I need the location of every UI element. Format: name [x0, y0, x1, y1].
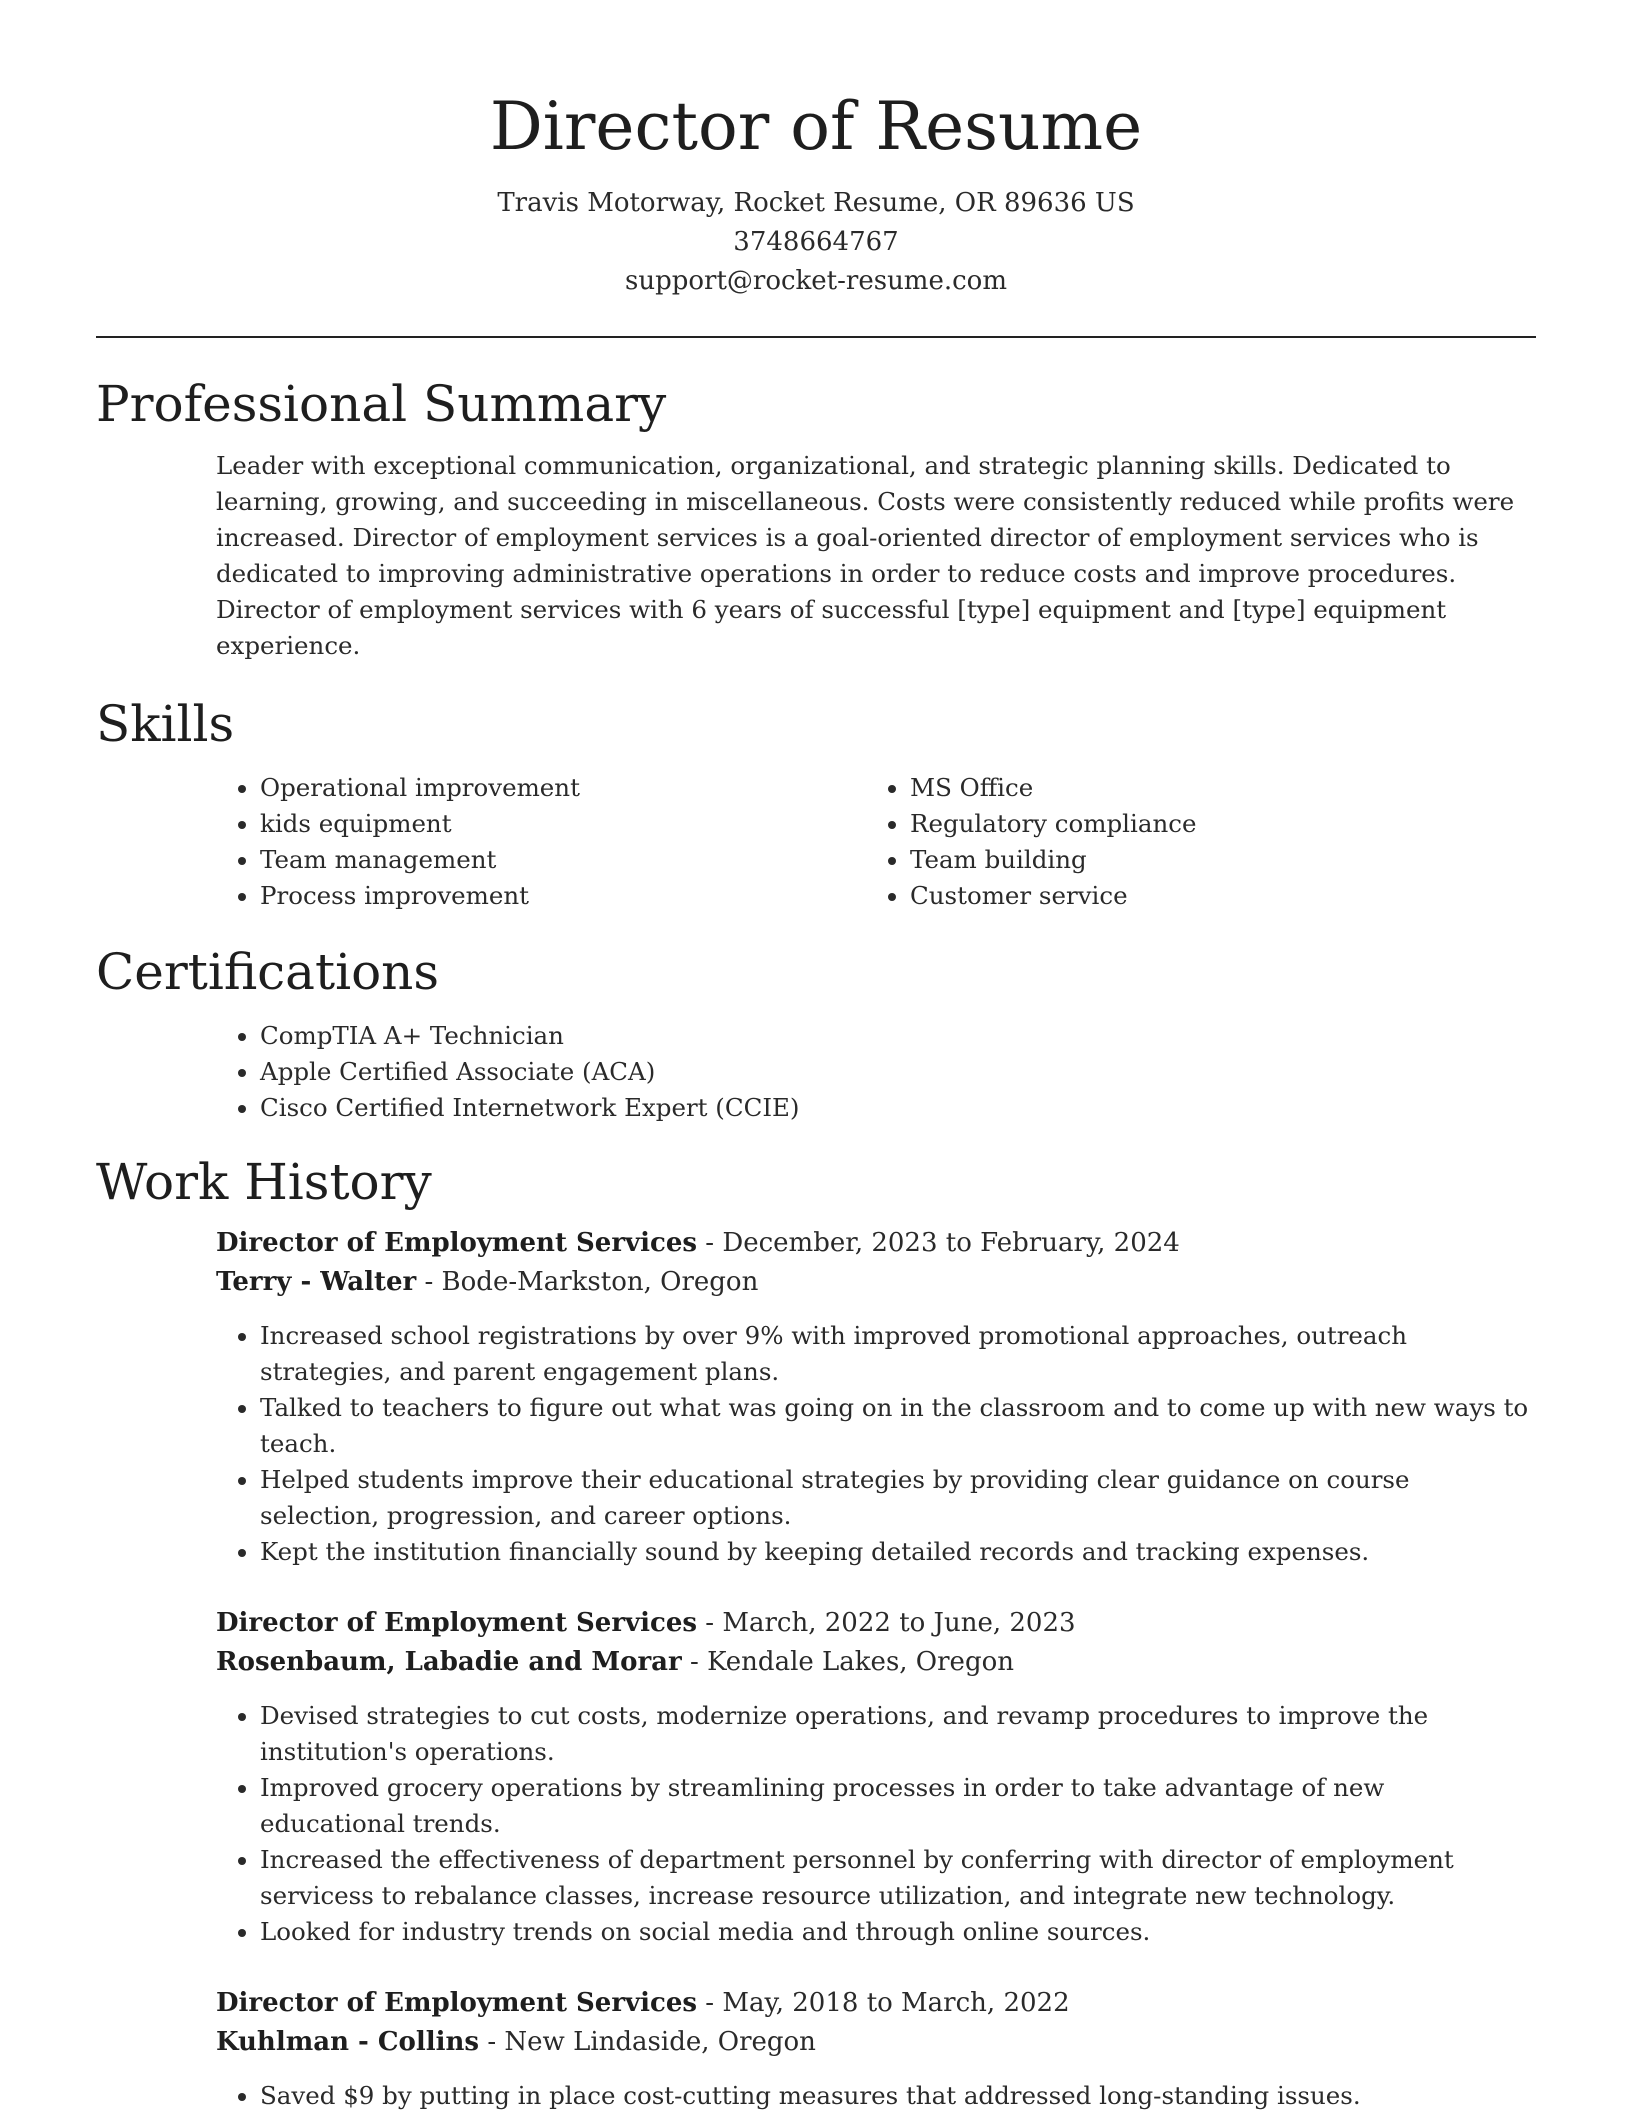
- job-company: Terry - Walter: [216, 1267, 417, 1297]
- job-bullet: • Talked to teachers to figure out what was going on in the classroom and to come up with new ways to teach.: [260, 1390, 1536, 1462]
- skills-list-left: [216, 770, 866, 914]
- resume-name: Director of Resume: [489, 88, 1143, 165]
- job-separator: -: [697, 1608, 723, 1638]
- contact-address: Travis Motorway, Rocket Resume, OR 89636 US: [497, 188, 1135, 218]
- job-company-line: [216, 1263, 1536, 1302]
- skill-item: • MS Office: [910, 770, 1516, 806]
- job-bullet: • Devised strategies to cut costs, modernize operations, and revamp procedures to improve the institution's operations.: [260, 1698, 1536, 1770]
- job-location: New Lindaside, Oregon: [504, 2027, 816, 2057]
- skill-item: • Operational improvement: [260, 770, 866, 806]
- resume-page: [96, 0, 1536, 2114]
- header-divider: [96, 336, 1536, 338]
- job-company: Kuhlman - Collins: [216, 2027, 480, 2057]
- resume-header: [96, 0, 1536, 301]
- skills-column-left: [216, 770, 866, 914]
- job-bullet: • Kept the institution financially sound by keeping detailed records and tracking expenses.: [260, 1534, 1536, 1570]
- skills-heading: Skills: [96, 695, 235, 753]
- skills-column-right: [866, 770, 1516, 914]
- job-entry: [96, 1984, 1536, 2114]
- job-bullets: [216, 1698, 1536, 1950]
- job-title-line: [216, 1224, 1536, 1263]
- job-header: [216, 1224, 1536, 1302]
- job-bullets: [216, 2078, 1536, 2114]
- job-bullets: [216, 1318, 1536, 1570]
- job-entry: [96, 1224, 1536, 1570]
- job-company-line: [216, 1643, 1536, 1682]
- job-header: [216, 1604, 1536, 1682]
- skills-list-right: [866, 770, 1516, 914]
- skill-item: • Process improvement: [260, 878, 866, 914]
- contact-email: support@rocket-resume.com: [624, 266, 1007, 296]
- job-separator: -: [681, 1647, 708, 1677]
- summary-text: Leader with exceptional communication, organizational, and strategic planning skills. Dedicated to learning, growing, and succeeding in miscellaneous. Costs were consistently reduced while profits were increased. Director of employment services is a goal-oriented director of employment services who is dedicated to improving administrative operations in order to reduce costs and improve procedures. Director of employment services with 6 years of successful [type] equipment and [type] equipment experience.: [216, 451, 1515, 660]
- certifications-block: [96, 1018, 1536, 1126]
- job-bullet: • Helped students improve their educational strategies by providing clear guidance on course selection, progression, and career options.: [260, 1462, 1536, 1534]
- job-dates: December, 2023 to February, 2024: [722, 1228, 1180, 1258]
- skill-item: • kids equipment: [260, 806, 866, 842]
- job-location: Kendale Lakes, Oregon: [707, 1647, 1014, 1677]
- job-company: Rosenbaum, Labadie and Morar: [216, 1647, 682, 1677]
- job-title-line: [216, 1604, 1536, 1643]
- summary-heading: Professional Summary: [96, 375, 667, 433]
- job-bullet: • Increased the effectiveness of department personnel by conferring with director of employment servicess to rebalance classes, increase resource utilization, and integrate new technology.: [260, 1842, 1536, 1914]
- job-title-line: [216, 1984, 1536, 2023]
- job-separator: -: [697, 1988, 723, 2018]
- job-title: Director of Employment Services: [216, 1988, 698, 2018]
- job-separator: -: [416, 1267, 442, 1297]
- certification-item: • CompTIA A+ Technician: [260, 1018, 1536, 1054]
- job-entry: [96, 1604, 1536, 1950]
- job-separator: -: [697, 1228, 723, 1258]
- job-header: [216, 1984, 1536, 2062]
- certifications-list: [216, 1018, 1536, 1126]
- job-bullet: • Saved $9 by putting in place cost-cutting measures that addressed long-standing issues.: [260, 2078, 1536, 2114]
- job-bullet: • Increased school registrations by over 9% with improved promotional approaches, outreach strategies, and parent engagement plans.: [260, 1318, 1536, 1390]
- skill-item: • Customer service: [910, 878, 1516, 914]
- job-bullet: • Improved grocery operations by streamlining processes in order to take advantage of new educational trends.: [260, 1770, 1536, 1842]
- job-company-line: [216, 2023, 1536, 2062]
- job-title: Director of Employment Services: [216, 1608, 698, 1638]
- certification-item: • Apple Certified Associate (ACA): [260, 1054, 1536, 1090]
- skill-item: • Team building: [910, 842, 1516, 878]
- skills-grid: [96, 770, 1536, 914]
- job-bullet: • Looked for industry trends on social media and through online sources.: [260, 1914, 1536, 1950]
- certification-item: • Cisco Certified Internetwork Expert (CCIE): [260, 1090, 1536, 1126]
- job-location: Bode-Markston, Oregon: [441, 1267, 759, 1297]
- skill-item: • Regulatory compliance: [910, 806, 1516, 842]
- job-title: Director of Employment Services: [216, 1228, 698, 1258]
- job-dates: March, 2022 to June, 2023: [722, 1608, 1076, 1638]
- job-separator: -: [479, 2027, 505, 2057]
- certifications-heading: Certifications: [96, 943, 440, 1001]
- contact-phone: 3748664767: [733, 227, 899, 257]
- work-history-heading: Work History: [96, 1153, 432, 1211]
- skill-item: • Team management: [260, 842, 866, 878]
- job-dates: May, 2018 to March, 2022: [722, 1988, 1070, 2018]
